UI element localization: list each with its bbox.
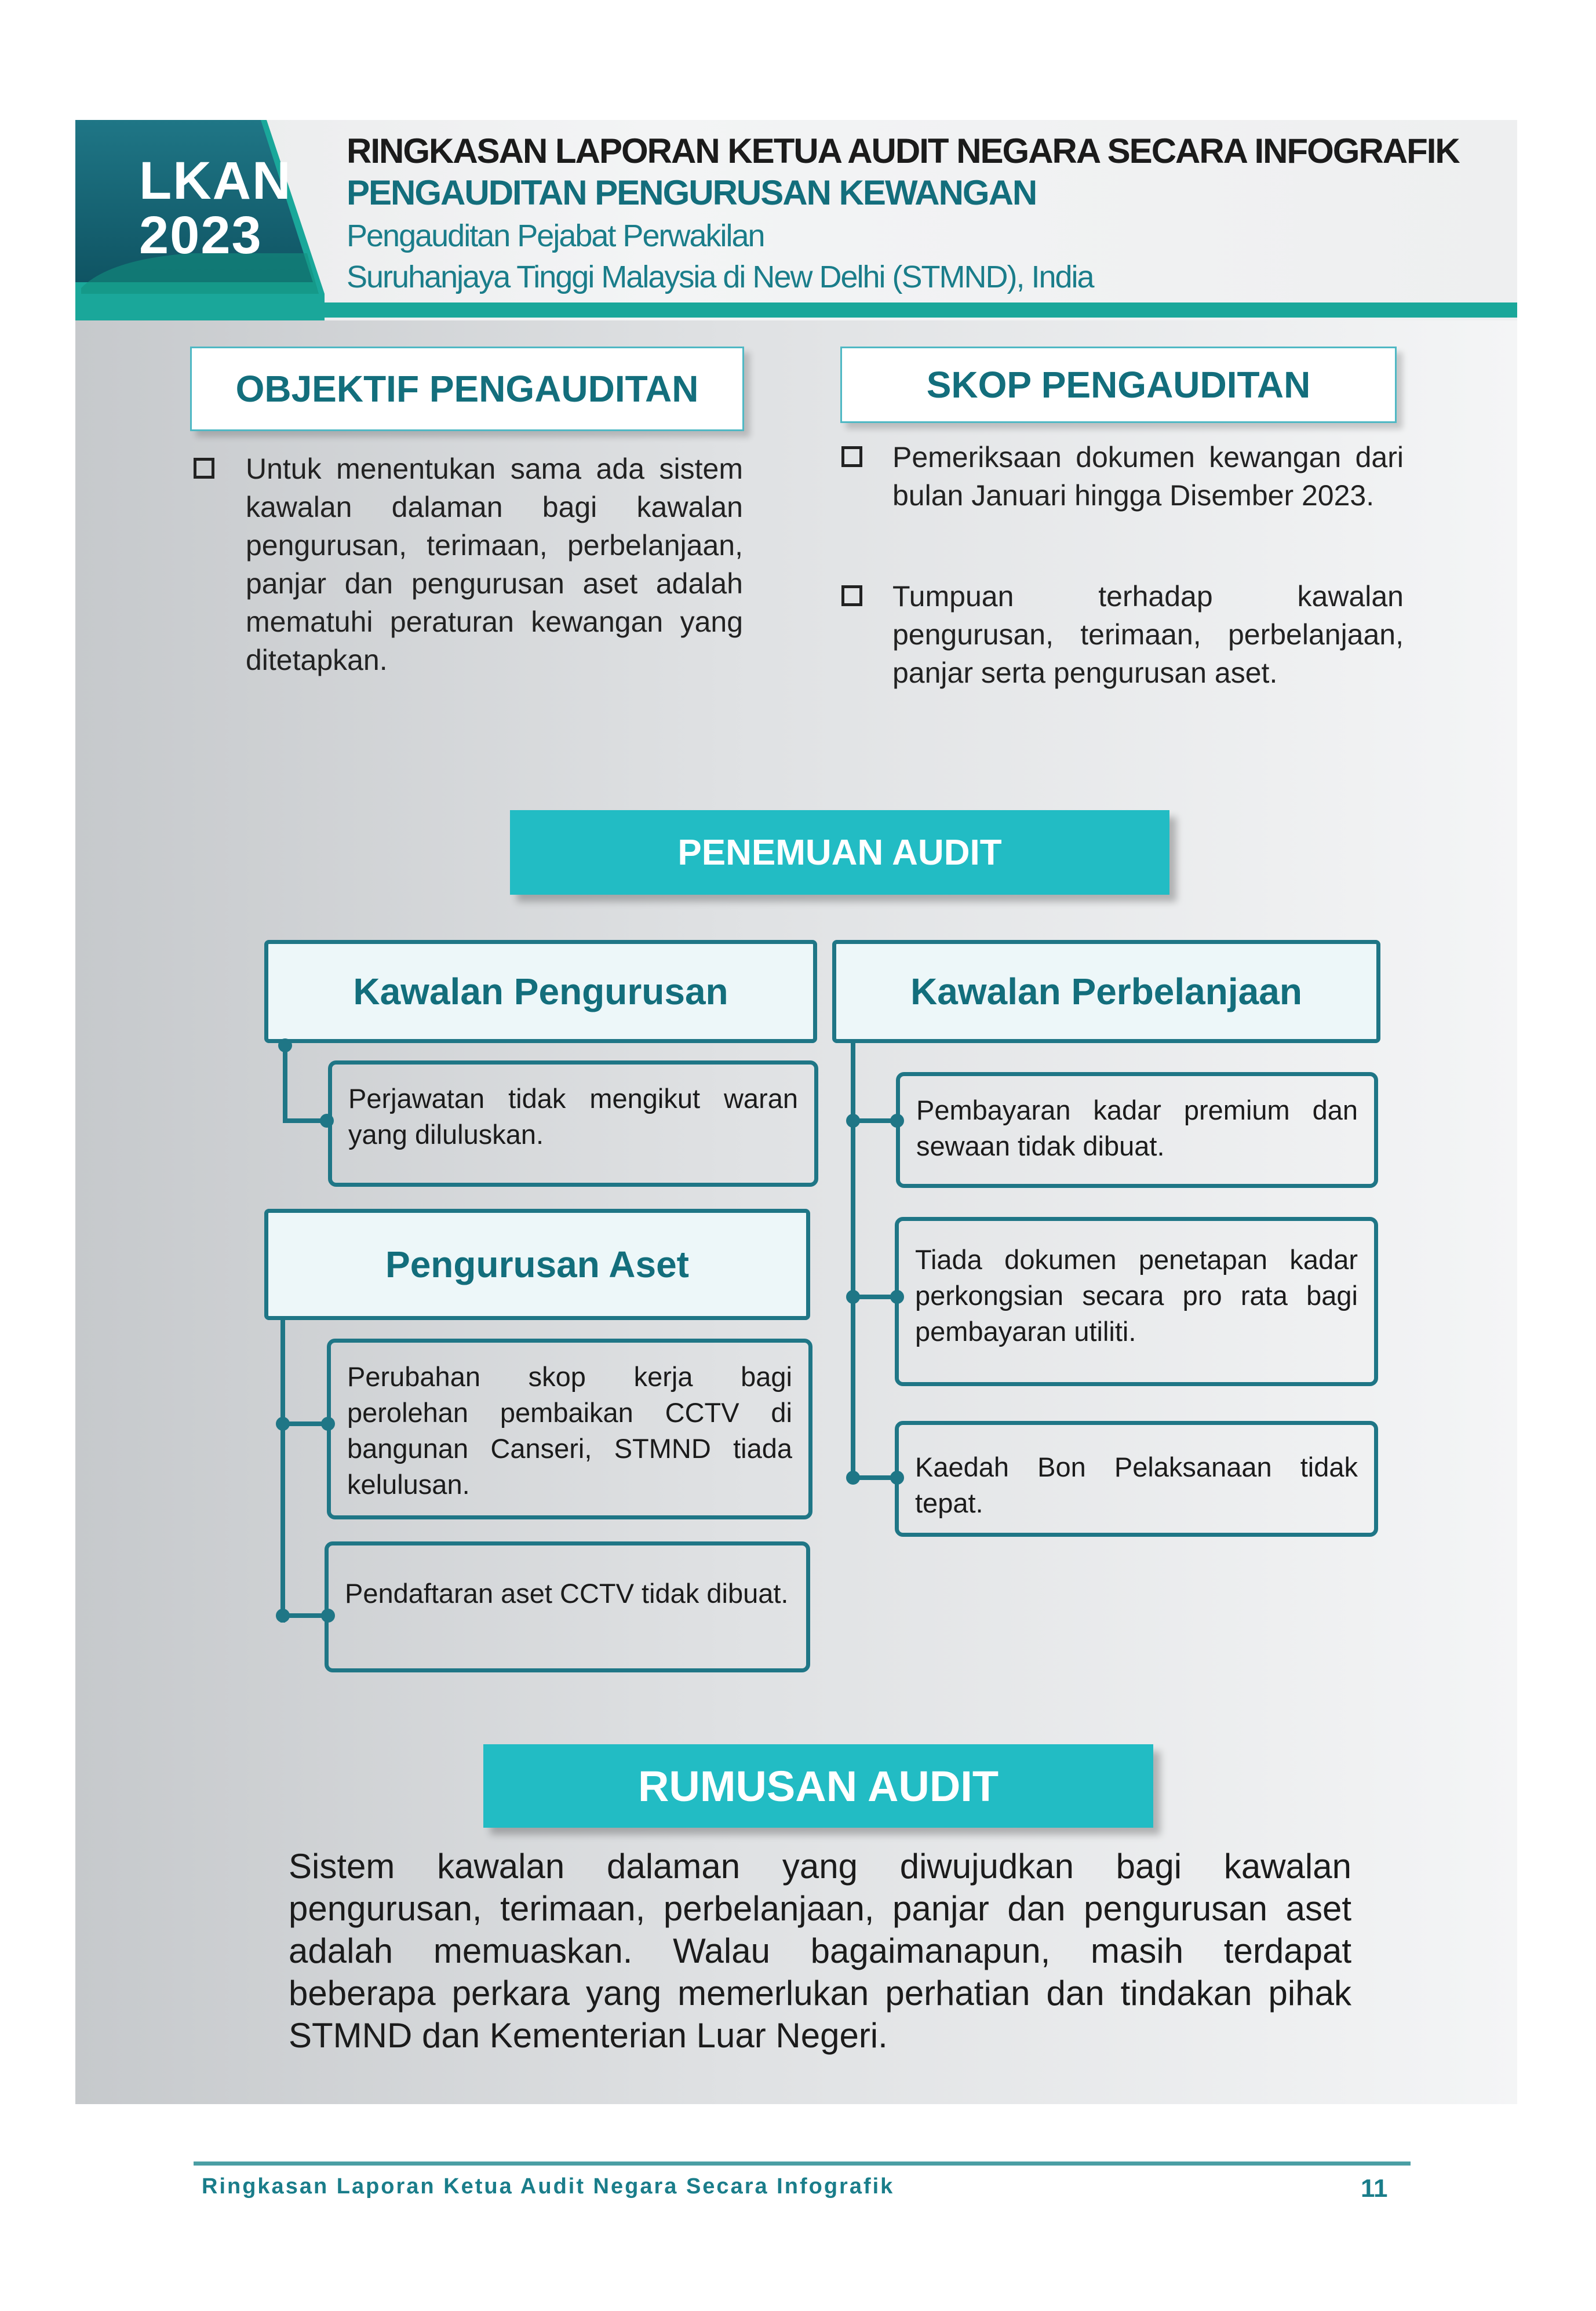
connector-line — [851, 1043, 855, 1480]
connector-dot — [846, 1114, 860, 1128]
skop-item: Pemeriksaan dokumen kewangan dari bulan Januari hingga Disember 2023. — [892, 441, 1404, 512]
objektif-heading: OBJEKTIF PENGAUDITAN — [190, 347, 744, 431]
connector-dot — [276, 1609, 290, 1623]
report-title: RINGKASAN LAPORAN KETUA AUDIT NEGARA SECARA INFOGRAFIK — [347, 132, 1459, 170]
checkbox-bullet-icon — [841, 585, 862, 606]
footer-text: Ringkasan Laporan Ketua Audit Negara Secara Infografik — [202, 2174, 895, 2199]
connector-dot — [276, 1417, 290, 1431]
finding-item: Pendaftaran aset CCTV tidak dibuat. — [325, 1541, 810, 1672]
checkbox-bullet-icon — [194, 458, 214, 479]
connector-dot — [278, 1038, 292, 1052]
audit-entity-line1: Pengauditan Pejabat Perwakilan — [347, 218, 764, 253]
header-stripe — [325, 302, 1517, 318]
report-subtitle: PENGAUDITAN PENGURUSAN KEWANGAN — [347, 173, 1037, 212]
pengurusan-aset-title: Pengurusan Aset — [264, 1209, 810, 1320]
audit-entity-line2: Suruhanjaya Tinggi Malaysia di New Delhi (STMND), India — [347, 260, 1094, 294]
penemuan-heading: PENEMUAN AUDIT — [510, 810, 1169, 895]
finding-item: Tiada dokumen penetapan kadar perkongsian secara pro rata bagi pembayaran utiliti. — [895, 1217, 1378, 1386]
badge-year: 2023 — [139, 206, 263, 265]
kawalan-perbelanjaan-title: Kawalan Perbelanjaan — [832, 940, 1380, 1043]
finding-item: Kaedah Bon Pelaksanaan tidak tepat. — [895, 1421, 1378, 1537]
connector-dot — [846, 1290, 860, 1304]
finding-item: Pembayaran kadar premium dan sewaan tidak dibuat. — [896, 1072, 1378, 1188]
kawalan-pengurusan-title: Kawalan Pengurusan — [264, 940, 817, 1043]
connector-line — [283, 1043, 287, 1123]
page-number: 11 — [1361, 2174, 1388, 2203]
checkbox-bullet-icon — [841, 446, 862, 467]
objektif-text: Untuk menentukan sama ada sistem kawalan dalaman bagi kawalan pengurusan, terimaan, perbelanjaan, panjar dan pengurusan aset adalah mematuhi peraturan kewangan yang ditetapkan. — [246, 453, 743, 676]
rumusan-text: Sistem kawalan dalaman yang diwujudkan bagi kawalan pengurusan, terimaan, perbelanjaan, panjar dan pengurusan aset adalah memuaskan. Walau bagaimanapun, masih terdapat beberapa perkara yang memerlukan perhatian dan tindakan pihak STMND dan Kementerian Luar Negeri. — [289, 1847, 1351, 2055]
connector-dot — [846, 1471, 860, 1485]
footer-divider — [194, 2161, 1411, 2166]
badge-label: LKAN — [139, 151, 292, 210]
finding-item: Perubahan skop kerja bagi perolehan pembaikan CCTV di bangunan Canseri, STMND tiada kelulusan. — [327, 1339, 812, 1519]
skop-heading: SKOP PENGAUDITAN — [840, 347, 1397, 423]
skop-item: Tumpuan terhadap kawalan pengurusan, terimaan, perbelanjaan, panjar serta pengurusan aset. — [892, 580, 1404, 689]
connector-line — [280, 1320, 285, 1623]
rumusan-heading: RUMUSAN AUDIT — [483, 1744, 1153, 1828]
finding-item: Perjawatan tidak mengikut waran yang diluluskan. — [328, 1060, 818, 1187]
